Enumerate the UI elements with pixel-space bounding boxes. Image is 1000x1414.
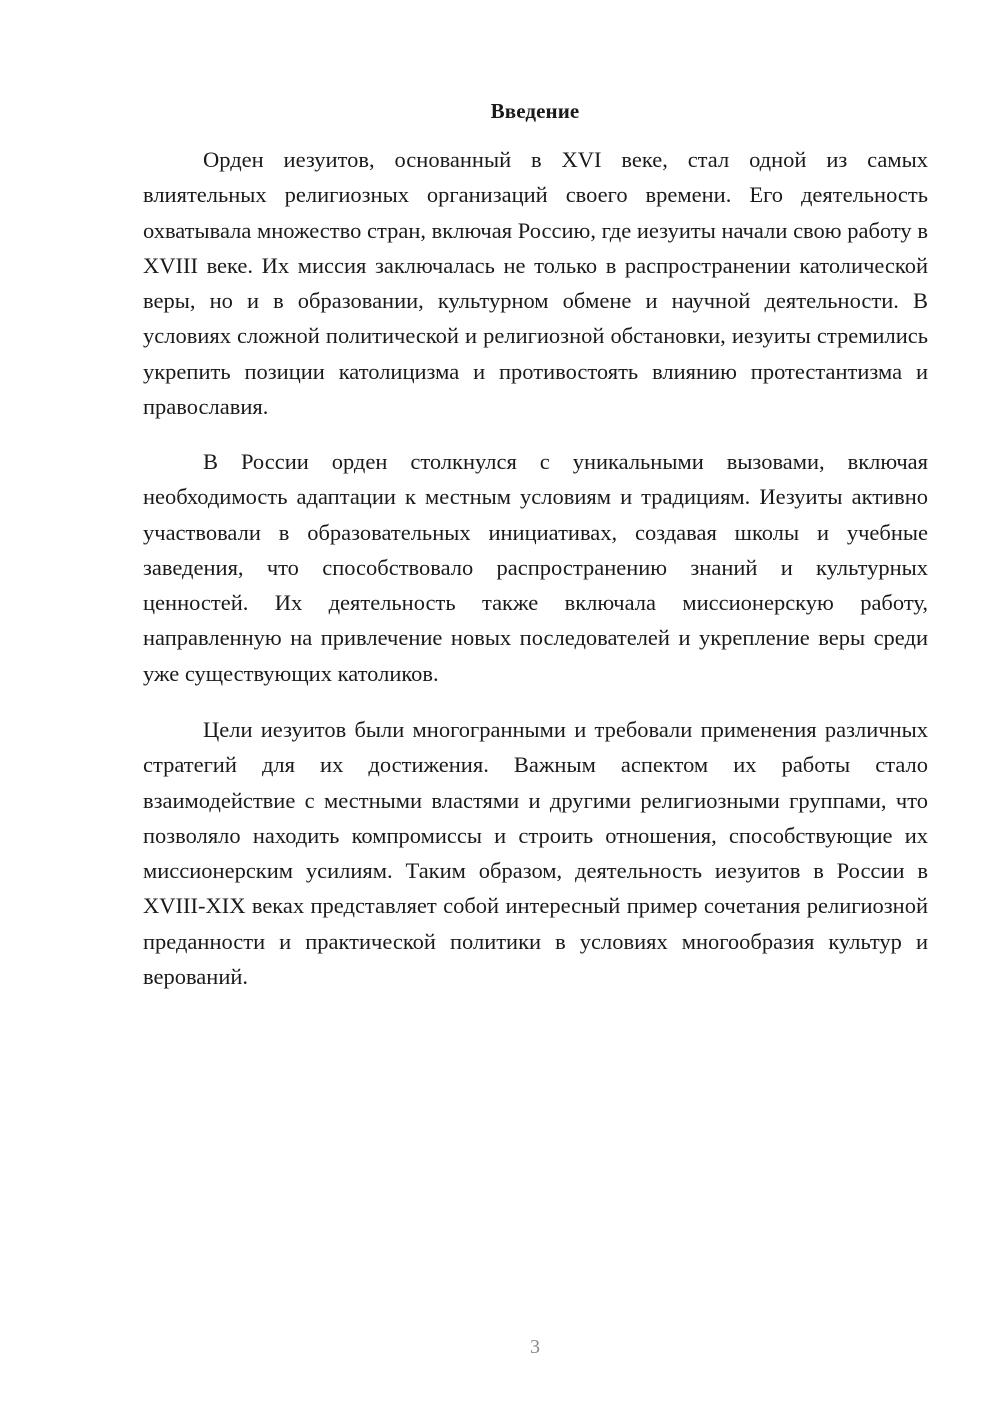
page-number: 3 xyxy=(530,1336,540,1358)
paragraph-3: Цели иезуитов были многогранными и требовали применения различных стратегий для их достижения. Важным аспектом их работы стало взаимодействие с местными властями и другими религиозными группами, что позволяло находить компромиссы и строить отношения, способствующие их миссионерским усилиям. Таким образом, деятельность иезуитов в России в XVIII-XIX веках представляет собой интересный пример сочетания религиозной преданности и практической политики в условиях многообразия культур и верований. xyxy=(143,717,928,990)
paragraph-1: Орден иезуитов, основанный в XVI веке, стал одной из самых влиятельных религиозных организаций своего времени. Его деятельность охватывала множество стран, включая Россию, где иезуиты начали свою работу в XVIII веке. Их миссия заключалась не только в распространении католической веры, но и в образовании, культурном обмене и научной деятельности. В условиях сложной политической и религиозной обстановки, иезуиты стремились укрепить позиции католицизма и противостоять влиянию протестантизма и православия. xyxy=(143,147,928,420)
section-title: Введение xyxy=(490,99,580,123)
paragraph-2: В России орден столкнулся с уникальными вызовами, включая необходимость адаптации к местным условиям и традициям. Иезуиты активно участвовали в образовательных инициативах, создавая школы и учебные заведения, что способствовало распространению знаний и культурных ценностей. Их деятельность также включала миссионерскую работу, направленную на привлечение новых последователей и укрепление веры среди уже существующих католиков. xyxy=(143,449,928,686)
